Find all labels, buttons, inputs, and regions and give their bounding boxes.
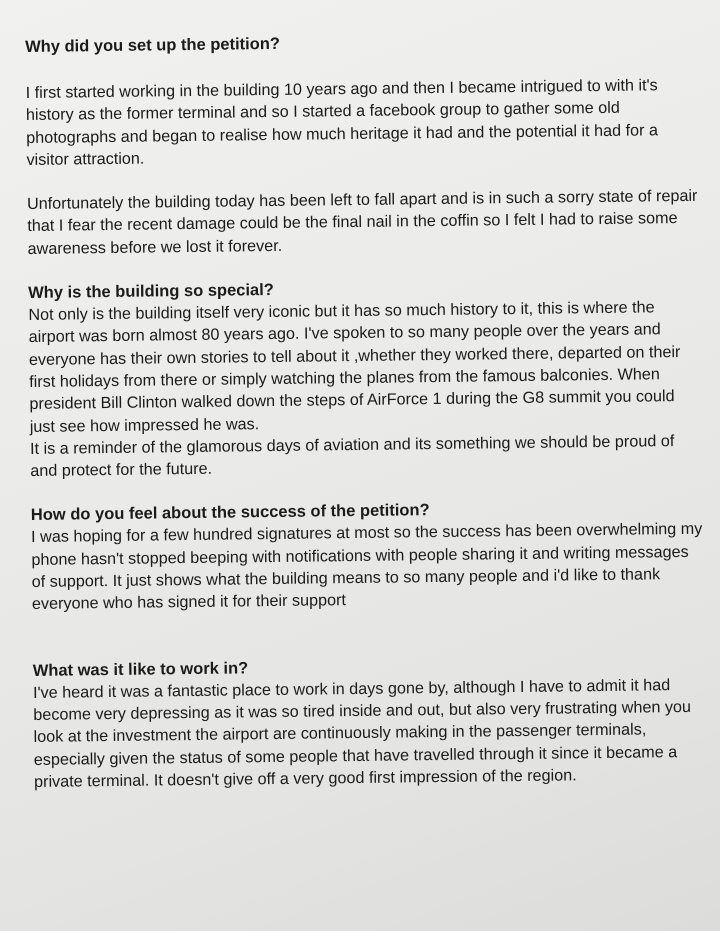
section-heading: What was it like to work in? xyxy=(32,658,249,680)
document-page xyxy=(25,28,706,793)
section-heading: Why is the building so special? xyxy=(28,281,274,303)
paragraph: Unfortunately the building today has been left to fall apart and is in such a sorry state of repair that I fear the recent damage could be the final nail in the coffin so I felt I had to raise some awareness before we lost it forever. xyxy=(26,186,698,258)
paragraph: I was hoping for a few hundred signatures at most so the success has been overwhelming my phone hasn't stopped beeping with notifications with people sharing it and writing messages of support. It just shows what the building means to so many people and i'd like to thank everyone who has signed it for their support xyxy=(31,520,703,614)
paragraph: I first started working in the building 10 years ago and then I became intrigued to with it's history as the former terminal and so I started a facebook group to gather some old photographs and began to realise how much heritage it had and the potential it had for a visitor attraction. xyxy=(25,76,659,169)
section-heading: How do you feel about the success of the petition? xyxy=(30,501,430,525)
paragraph: Not only is the building itself very iconic but it has so much history to it, this is where the airport was born almost 80 years ago. I've spoken to so many people over the years and everyone has their own stories to tell about it ,whether they worked there, departed on their first holidays from there or simply watching the planes from the famous balconies. When president Bill Clinton walked down the steps of AirForce 1 during the G8 summit you could just see how impressed he was. xyxy=(28,298,681,436)
section-heading: Why did you set up the petition? xyxy=(25,34,281,56)
paragraph: I've heard it was a fantastic place to work in days gone by, although I have to admit it had become very depressing as it was so tired inside and out, but also very frustrating when you look at the investment the airport are continuously making in the passenger terminals, especially given the status of some people that have travelled through it since it became a private terminal. It doesn't give off a very good first impression of the region. xyxy=(32,675,692,791)
section-work-experience xyxy=(33,651,707,793)
paragraph: It is a reminder of the glamorous days of aviation and its something we should be proud of and protect for the future. xyxy=(29,431,675,481)
section-petition-origin xyxy=(25,28,700,260)
section-building-special xyxy=(28,274,702,483)
section-petition-success xyxy=(31,496,704,615)
